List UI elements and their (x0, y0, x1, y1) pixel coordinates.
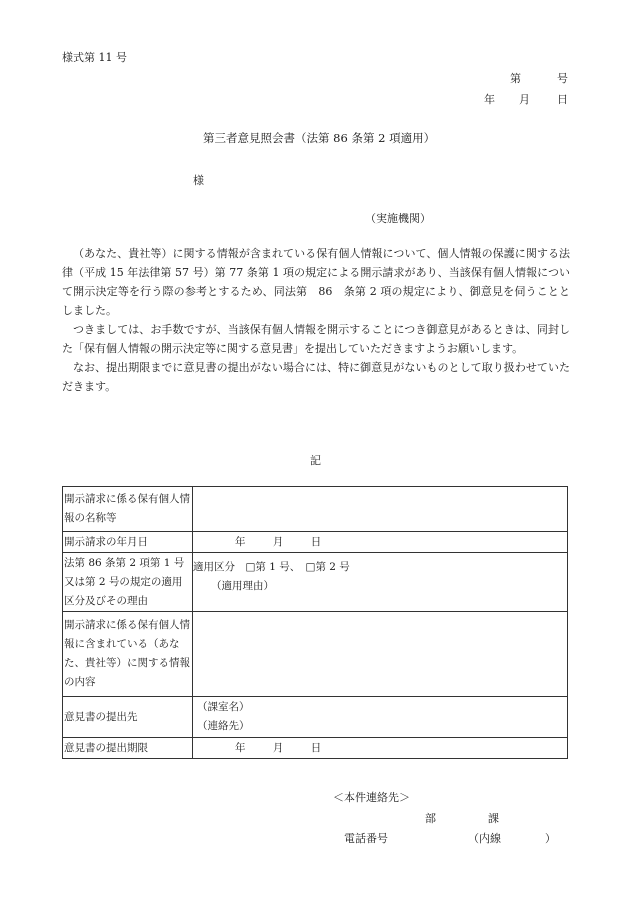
table-row (63, 532, 568, 553)
request-date-year: 年 (235, 535, 246, 548)
category-options[interactable]: 適用区分 □第 1 号、 □第 2 号 (193, 561, 350, 573)
info-name-field[interactable] (193, 487, 568, 532)
table-row (63, 553, 568, 612)
deadline-month: 月 (272, 741, 284, 754)
addressee-suffix: 様 (193, 174, 204, 187)
row-label-category: 法第 86 条第 2 項第 1 号又は第 2 号の規定の適用区分及びその理由 (63, 553, 193, 612)
info-content-field[interactable] (193, 612, 568, 697)
submission-destination-field[interactable] (193, 697, 568, 738)
contact-heading: ＜本件連絡先＞ (333, 791, 410, 804)
date-month: 月 (519, 93, 530, 106)
category-reason-label: （適用理由） (211, 580, 274, 592)
department-label: 部 (425, 812, 436, 825)
phone-label: 電話番号 (344, 832, 388, 845)
extension-label: （内線 ） (468, 832, 556, 845)
row-label-deadline: 意見書の提出期限 (63, 738, 193, 759)
table-row (63, 612, 568, 697)
row-label-request-date: 開示請求の年月日 (63, 532, 193, 553)
document-number-suffix: 号 (557, 72, 568, 85)
section-label: 課 (488, 812, 499, 825)
category-field[interactable] (193, 553, 568, 612)
row-label-info-name: 開示請求に係る保有個人情報の名称等 (63, 487, 193, 532)
request-date-day: 日 (310, 535, 322, 548)
document-number-prefix: 第 (510, 72, 521, 85)
form-number: 様式第 11 号 (62, 51, 127, 64)
implementing-agency: （実施機関） (365, 212, 431, 225)
body-text (62, 244, 570, 396)
body-paragraph: なお、提出期限までに意見書の提出がない場合には、特に御意見がないものとして取り扱わせていただきます。 (62, 361, 570, 393)
ki-heading: 記 (310, 454, 321, 467)
document-title: 第三者意見照会書（法第 86 条第 2 項適用） (203, 131, 436, 145)
date-day: 日 (557, 93, 568, 106)
contact-label: （連絡先） (197, 720, 250, 732)
request-date-field[interactable] (193, 532, 568, 553)
section-name-label: （課室名） (197, 701, 250, 713)
table-row (63, 487, 568, 532)
date-year: 年 (484, 93, 495, 106)
details-table (62, 486, 568, 759)
row-label-submission-destination: 意見書の提出先 (63, 697, 193, 738)
body-paragraph: （あなた、貴社等）に関する情報が含まれている保有個人情報について、個人情報の保護に関する法律（平成 15 年法律第 57 号）第 77 条第 1 項の規定による開示請求があり、当該保有個人情報について開示決定等を行う際の参考とするため、同法第 86 条第 2 項の規定により、御意見を伺うこととしました。 (62, 247, 570, 317)
deadline-field[interactable] (193, 738, 568, 759)
deadline-day: 日 (310, 741, 322, 754)
table-row (63, 697, 568, 738)
deadline-year: 年 (235, 741, 246, 754)
body-paragraph: つきましては、お手数ですが、当該保有個人情報を開示することにつき御意見があるときは、同封した「保有個人情報の開示決定等に関する意見書」を提出していただきますようお願いします。 (62, 323, 570, 355)
table-row (63, 738, 568, 759)
request-date-month: 月 (272, 535, 284, 548)
row-label-info-content: 開示請求に係る保有個人情報に含まれている（あなた、貴社等）に関する情報の内容 (63, 612, 193, 697)
